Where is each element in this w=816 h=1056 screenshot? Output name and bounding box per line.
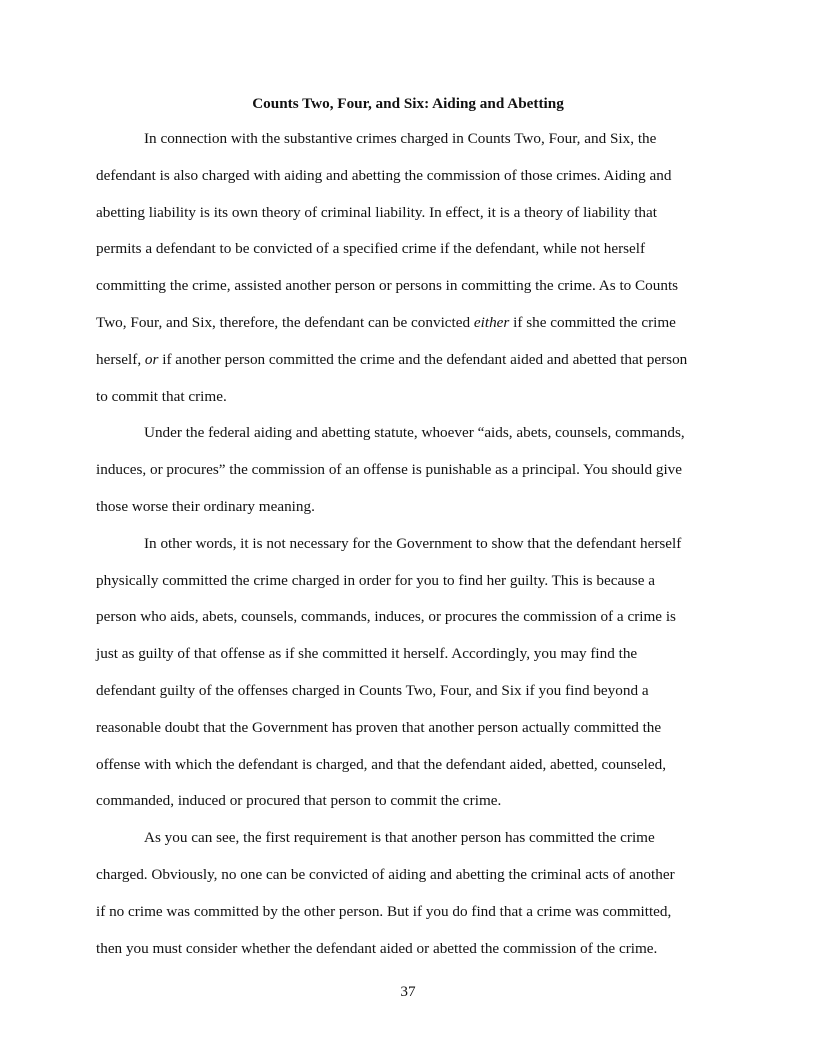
page-number: 37 <box>400 983 416 1000</box>
emphasized-word: or <box>144 350 159 368</box>
text-line: person who aids, abets, counsels, commands, induces, or procures the commission of a crime is <box>96 608 676 626</box>
text-line: In other words, it is not necessary for the Government to show that the defendant herself <box>144 534 682 552</box>
text-segment: Two, Four, and Six, therefore, the defendant can be convicted <box>96 313 474 331</box>
paragraph-3 <box>96 526 720 820</box>
text-line <box>96 342 720 379</box>
text-line: just as guilty of that offense as if she committed it herself. Accordingly, you may find the <box>96 645 638 663</box>
text-line: if no crime was committed by the other person. But if you do find that a crime was committed, <box>96 902 672 920</box>
text-line: those worse their ordinary meaning. <box>96 497 315 515</box>
text-line: induces, or procures” the commission of an offense is punishable as a principal. You should give <box>96 461 683 479</box>
text-line: Under the federal aiding and abetting statute, whoever “aids, abets, counsels, commands, <box>144 424 685 442</box>
text-line: defendant is also charged with aiding and abetting the commission of those crimes. Aiding and <box>96 166 672 184</box>
text-line: physically committed the crime charged in order for you to find her guilty. This is because a <box>96 571 655 589</box>
text-segment: herself, <box>96 350 145 368</box>
text-line: defendant guilty of the offenses charged in Counts Two, Four, and Six if you find beyond a <box>96 681 649 699</box>
text-segment: if another person committed the crime and the defendant aided and abetted that person <box>158 350 688 368</box>
text-line: permits a defendant to be convicted of a specified crime if the defendant, while not herself <box>96 240 646 258</box>
text-line <box>96 305 720 342</box>
text-line: committing the crime, assisted another person or persons in committing the crime. As to Counts <box>96 277 679 295</box>
paragraph-4 <box>96 820 720 967</box>
text-line: commanded, induced or procured that person to commit the crime. <box>96 792 502 810</box>
text-line: then you must consider whether the defendant aided or abetted the commission of the crime. <box>96 939 658 957</box>
section-heading: Counts Two, Four, and Six: Aiding and Abetting <box>252 95 564 112</box>
text-line: charged. Obviously, no one can be convicted of aiding and abetting the criminal acts of another <box>96 865 675 883</box>
document-page <box>96 94 720 967</box>
emphasized-word: either <box>473 313 510 331</box>
text-line: As you can see, the first requirement is that another person has committed the crime <box>144 829 655 847</box>
text-line: abetting liability is its own theory of criminal liability. In effect, it is a theory of liability that <box>96 203 657 221</box>
text-segment: if she committed the crime <box>509 313 676 331</box>
text-line: offense with which the defendant is charged, and that the defendant aided, abetted, counseled, <box>96 755 667 773</box>
text-line: reasonable doubt that the Government has proven that another person actually committed the <box>96 718 662 736</box>
paragraph-1 <box>96 121 720 415</box>
text-line: to commit that crime. <box>96 387 227 405</box>
text-line: In connection with the substantive crimes charged in Counts Two, Four, and Six, the <box>144 130 657 147</box>
paragraph-2 <box>96 415 720 525</box>
